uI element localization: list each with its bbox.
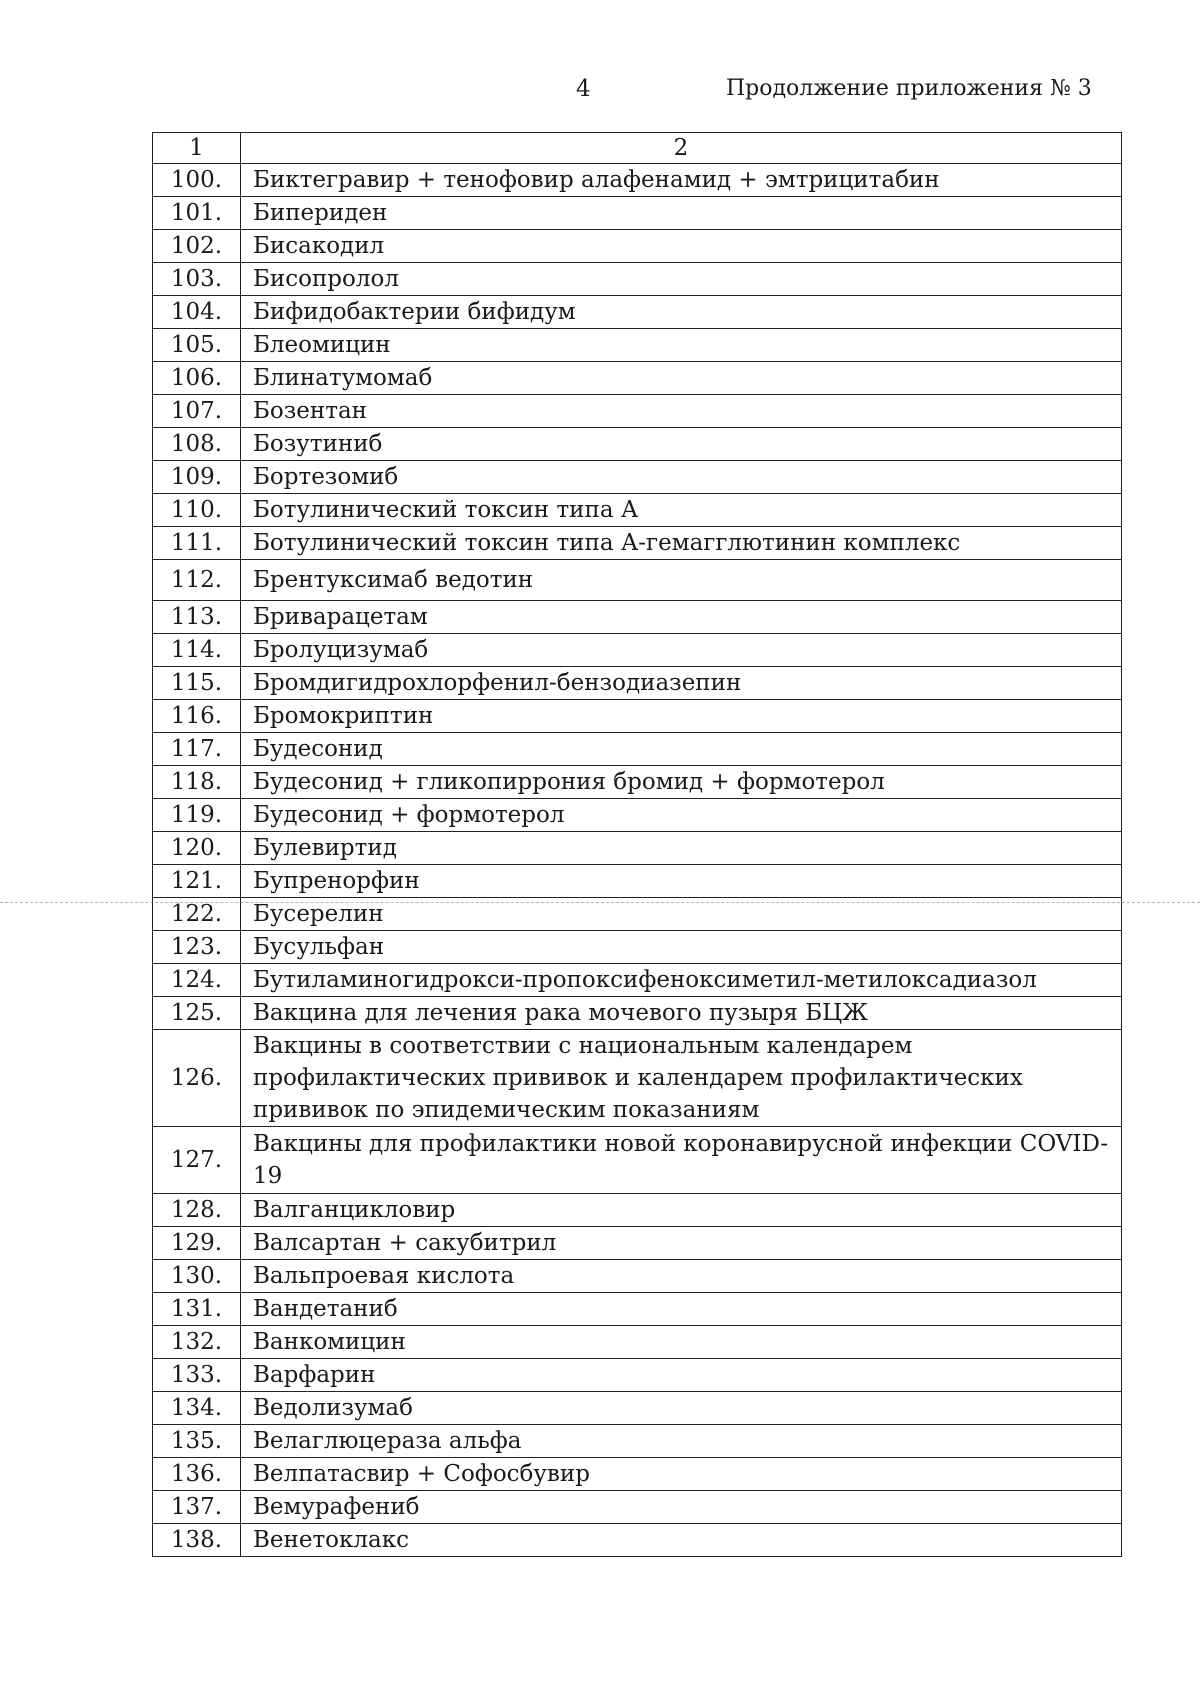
table-row	[153, 329, 1122, 362]
drug-name: Валганцикловир	[241, 1194, 1122, 1227]
row-number: 132.	[153, 1326, 241, 1359]
drug-name: Вакцины в соответствии с национальным календарем профилактических прививок и календарем профилактических прививок по эпидемическим показаниям	[241, 1030, 1122, 1127]
row-number: 103.	[153, 263, 241, 296]
table-row	[153, 494, 1122, 527]
row-number: 133.	[153, 1359, 241, 1392]
table-row	[153, 832, 1122, 865]
row-number: 127.	[153, 1127, 241, 1194]
table-row	[153, 1260, 1122, 1293]
drug-name: Булевиртид	[241, 832, 1122, 865]
table-row	[153, 428, 1122, 461]
row-number: 108.	[153, 428, 241, 461]
row-number: 117.	[153, 733, 241, 766]
drug-name: Велаглюцераза альфа	[241, 1425, 1122, 1458]
table-row	[153, 1359, 1122, 1392]
drug-list-table	[152, 132, 1122, 1557]
table-row	[153, 667, 1122, 700]
table-row	[153, 766, 1122, 799]
table-row	[153, 799, 1122, 832]
table-row	[153, 395, 1122, 428]
row-number: 111.	[153, 527, 241, 560]
drug-name: Будесонид + гликопиррония бромид + формотерол	[241, 766, 1122, 799]
drug-name: Бролуцизумаб	[241, 634, 1122, 667]
row-number: 121.	[153, 865, 241, 898]
drug-name: Бисопролол	[241, 263, 1122, 296]
row-number: 107.	[153, 395, 241, 428]
row-number: 105.	[153, 329, 241, 362]
table-row	[153, 733, 1122, 766]
table-row	[153, 197, 1122, 230]
drug-name: Будесонид + формотерол	[241, 799, 1122, 832]
drug-name: Варфарин	[241, 1359, 1122, 1392]
table-row	[153, 1127, 1122, 1194]
row-number: 122.	[153, 898, 241, 931]
table-row	[153, 230, 1122, 263]
drug-name: Валсартан + сакубитрил	[241, 1227, 1122, 1260]
row-number: 112.	[153, 560, 241, 601]
page-number: 4	[576, 76, 591, 102]
table-row	[153, 1030, 1122, 1127]
table-row	[153, 601, 1122, 634]
drug-name: Бортезомиб	[241, 461, 1122, 494]
drug-name: Бромдигидрохлорфенил-бензодиазепин	[241, 667, 1122, 700]
drug-name: Бромокриптин	[241, 700, 1122, 733]
row-number: 123.	[153, 931, 241, 964]
row-number: 110.	[153, 494, 241, 527]
table-header-row	[153, 133, 1122, 164]
row-number: 115.	[153, 667, 241, 700]
table-row	[153, 1392, 1122, 1425]
row-number: 124.	[153, 964, 241, 997]
drug-name: Блинатумомаб	[241, 362, 1122, 395]
row-number: 119.	[153, 799, 241, 832]
row-number: 106.	[153, 362, 241, 395]
drug-name: Вемурафениб	[241, 1491, 1122, 1524]
table-row	[153, 1293, 1122, 1326]
drug-name: Биктегравир + тенофовир алафенамид + эмтрицитабин	[241, 164, 1122, 197]
table-row	[153, 898, 1122, 931]
table-row	[153, 1227, 1122, 1260]
drug-name: Бозутиниб	[241, 428, 1122, 461]
drug-name: Ведолизумаб	[241, 1392, 1122, 1425]
row-number: 125.	[153, 997, 241, 1030]
row-number: 137.	[153, 1491, 241, 1524]
row-number: 120.	[153, 832, 241, 865]
table-row	[153, 1524, 1122, 1557]
drug-name: Будесонид	[241, 733, 1122, 766]
row-number: 135.	[153, 1425, 241, 1458]
drug-name: Бупренорфин	[241, 865, 1122, 898]
table-row	[153, 964, 1122, 997]
table-row	[153, 931, 1122, 964]
table-row	[153, 164, 1122, 197]
row-number: 126.	[153, 1030, 241, 1127]
column-header-number: 1	[153, 133, 241, 164]
drug-name: Бриварацетам	[241, 601, 1122, 634]
row-number: 134.	[153, 1392, 241, 1425]
drug-name: Бозентан	[241, 395, 1122, 428]
table-row	[153, 1458, 1122, 1491]
drug-name: Бусульфан	[241, 931, 1122, 964]
row-number: 114.	[153, 634, 241, 667]
drug-name: Вакцина для лечения рака мочевого пузыря БЦЖ	[241, 997, 1122, 1030]
table-row	[153, 865, 1122, 898]
drug-name: Венетоклакс	[241, 1524, 1122, 1557]
column-header-name: 2	[241, 133, 1122, 164]
row-number: 130.	[153, 1260, 241, 1293]
row-number: 102.	[153, 230, 241, 263]
table-row	[153, 527, 1122, 560]
table-row	[153, 461, 1122, 494]
table-row	[153, 1326, 1122, 1359]
row-number: 113.	[153, 601, 241, 634]
drug-name: Вальпроевая кислота	[241, 1260, 1122, 1293]
drug-name: Бусерелин	[241, 898, 1122, 931]
drug-name: Бутиламиногидрокси-пропоксифеноксиметил-метилоксадиазол	[241, 964, 1122, 997]
table-row	[153, 634, 1122, 667]
row-number: 116.	[153, 700, 241, 733]
drug-name: Ботулинический токсин типа А	[241, 494, 1122, 527]
table-row	[153, 1194, 1122, 1227]
table-row	[153, 1425, 1122, 1458]
row-number: 101.	[153, 197, 241, 230]
table-row	[153, 700, 1122, 733]
drug-name: Брентуксимаб ведотин	[241, 560, 1122, 601]
row-number: 109.	[153, 461, 241, 494]
row-number: 131.	[153, 1293, 241, 1326]
table-row	[153, 560, 1122, 601]
row-number: 128.	[153, 1194, 241, 1227]
drug-name: Ванкомицин	[241, 1326, 1122, 1359]
drug-name: Бисакодил	[241, 230, 1122, 263]
drug-name: Блеомицин	[241, 329, 1122, 362]
drug-name: Вандетаниб	[241, 1293, 1122, 1326]
table-row	[153, 296, 1122, 329]
row-number: 138.	[153, 1524, 241, 1557]
drug-name: Вакцины для профилактики новой коронавирусной инфекции COVID-19	[241, 1127, 1122, 1194]
row-number: 136.	[153, 1458, 241, 1491]
row-number: 100.	[153, 164, 241, 197]
page-heading: Продолжение приложения № 3	[726, 76, 1092, 101]
drug-name: Ботулинический токсин типа А-гемагглютинин комплекс	[241, 527, 1122, 560]
drug-name: Бипериден	[241, 197, 1122, 230]
table-body	[153, 164, 1122, 1557]
drug-name: Бифидобактерии бифидум	[241, 296, 1122, 329]
row-number: 129.	[153, 1227, 241, 1260]
table-row	[153, 1491, 1122, 1524]
table-row	[153, 997, 1122, 1030]
table-row	[153, 263, 1122, 296]
table-row	[153, 362, 1122, 395]
row-number: 104.	[153, 296, 241, 329]
drug-name: Велпатасвир + Софосбувир	[241, 1458, 1122, 1491]
row-number: 118.	[153, 766, 241, 799]
